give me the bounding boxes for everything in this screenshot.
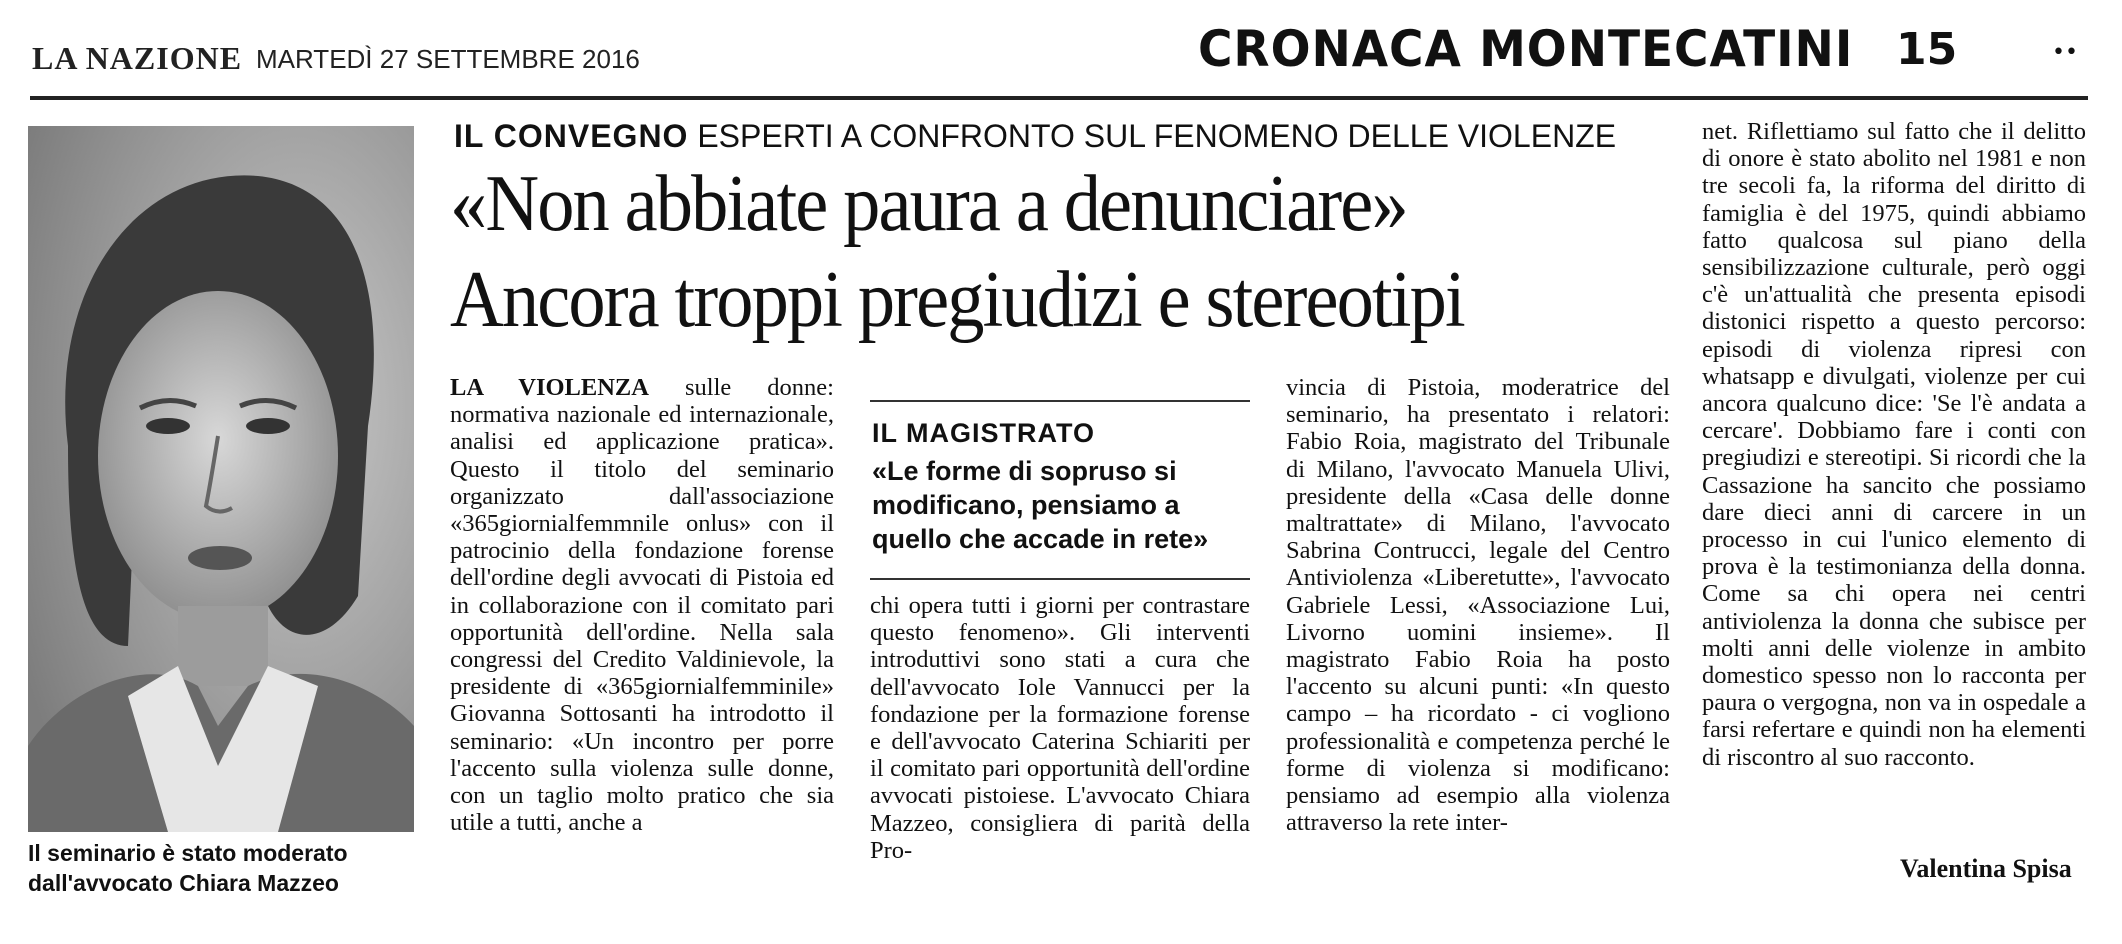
masthead: LA NAZIONE	[32, 40, 243, 76]
headline-line-2: Ancora troppi pregiudizi e stereotipi	[450, 256, 1464, 344]
kicker-label: IL CONVEGNO	[454, 118, 689, 154]
article-column-4: net. Riflettiamo sul fatto che il delitto di onore è stato abolito nel 1981 e non tre secoli fa, la riforma del diritto di famiglia è del 1975, quindi abbiamo fatto qualcosa sul piano della sensibilizzazione culturale, però oggi c'è un'attualità che presenta episodi distonici rispetto a questo percorso: episodi di violenza ripresi con whatsapp e divulgati, violenze per cui ancora qualcuno dice: 'Se l'è andata a cercare'. Dobbiamo fare i conti con pregiudizi e stereotipi. Si ricordi che la Cassazione ha sancito che possiamo dare dieci anni di carcere in un processo in cui l'unico elemento di prova è la testimonianza della donna. Come sa chi opera nei centri antiviolenza la donna che subisce per molti anni delle violenze in ambito domestico spesso non lo racconta per paura o vergogna, non va in ospedale a farsi refertare e quindi non ha elementi di riscontro al suo racconto.	[1702, 118, 2086, 771]
column-1-text: sulle donne: normativa nazionale ed internazionale, analisi ed applicazione pratica». Questo il titolo del seminario organizzato dall'associazione «365giornialfemmnile onlus» con il patrocinio della fondazione forense dell'ordine degli avvocati di Pistoia ed in collaborazione con il comitato pari opportunità dell'ordine. Nella sala congressi del Credito Valdinievole, la presidente di «365giornialfemminile» Giovanna Sottosanti ha introdotto il seminario: «Un incontro per porre l'accento sulla violenza sulle donne, con un taglio molto pratico che sia utile a tutti, anche a	[450, 374, 834, 837]
article-column-2: chi opera tutti i giorni per contrastare questo fenomeno». Gli interventi introduttivi sono stati a cura che dell'avvocato Iole Vannucci per la fondazione per la formazione forense e dell'avvocato Caterina Schiariti per il comitato pari opportunità dell'ordine avvocati pistoiese. L'avvocato Chiara Mazzeo, consigliera di parità della Pro-	[870, 592, 1250, 864]
speaker-photo	[28, 126, 414, 832]
page-number: 15	[1896, 24, 1958, 75]
headline	[450, 156, 1622, 348]
article-column-3: vincia di Pistoia, moderatrice del seminario, ha presentato i relatori: Fabio Roia, magistrato del Tribunale di Milano, l'avvocato Manuela Ulivi, presidente della «Casa delle donne maltrattate» di Milano, l'avvocato Sabrina Contrucci, legale del Centro Antiviolenza «Liberetutte», l'avvocato Gabriele Lessi, «Associazione Lui, Livorno uomini insieme». Il magistrato Fabio Roia ha posto l'accento su alcuni punti: «In questo campo – ha ricordato - ci vogliono professionalità e competenza perché le forme di violenza si modificano: pensiamo ad esempio alla violenza attraverso la rete inter-	[1286, 374, 1670, 837]
header-rule	[30, 96, 2088, 100]
pullquote-label: IL MAGISTRATO	[872, 418, 1096, 448]
lead-words: LA VIOLENZA	[450, 374, 649, 401]
pullquote-text: «Le forme di sopruso si modificano, pensiamo a quello che accade in rete»	[872, 456, 1209, 554]
byline: Valentina Spisa	[1900, 854, 2072, 883]
article-column-1	[450, 374, 834, 836]
section-title: CRONACA MONTECATINI	[1198, 20, 1854, 78]
portrait-illustration	[28, 126, 414, 832]
kicker-text: ESPERTI A CONFRONTO SUL FENOMENO DELLE VIOLENZE	[697, 118, 1617, 154]
issue-date: MARTEDÌ 27 SETTEMBRE 2016	[256, 44, 640, 74]
photo-caption: Il seminario è stato moderato dall'avvocato Chiara Mazzeo	[28, 840, 348, 896]
page-marks: ••	[2052, 40, 2078, 65]
pullquote-top-rule	[870, 400, 1250, 402]
pullquote-bottom-rule	[870, 578, 1250, 580]
headline-line-1: «Non abbiate paura a denunciare»	[450, 160, 1407, 248]
kicker	[454, 118, 1616, 155]
